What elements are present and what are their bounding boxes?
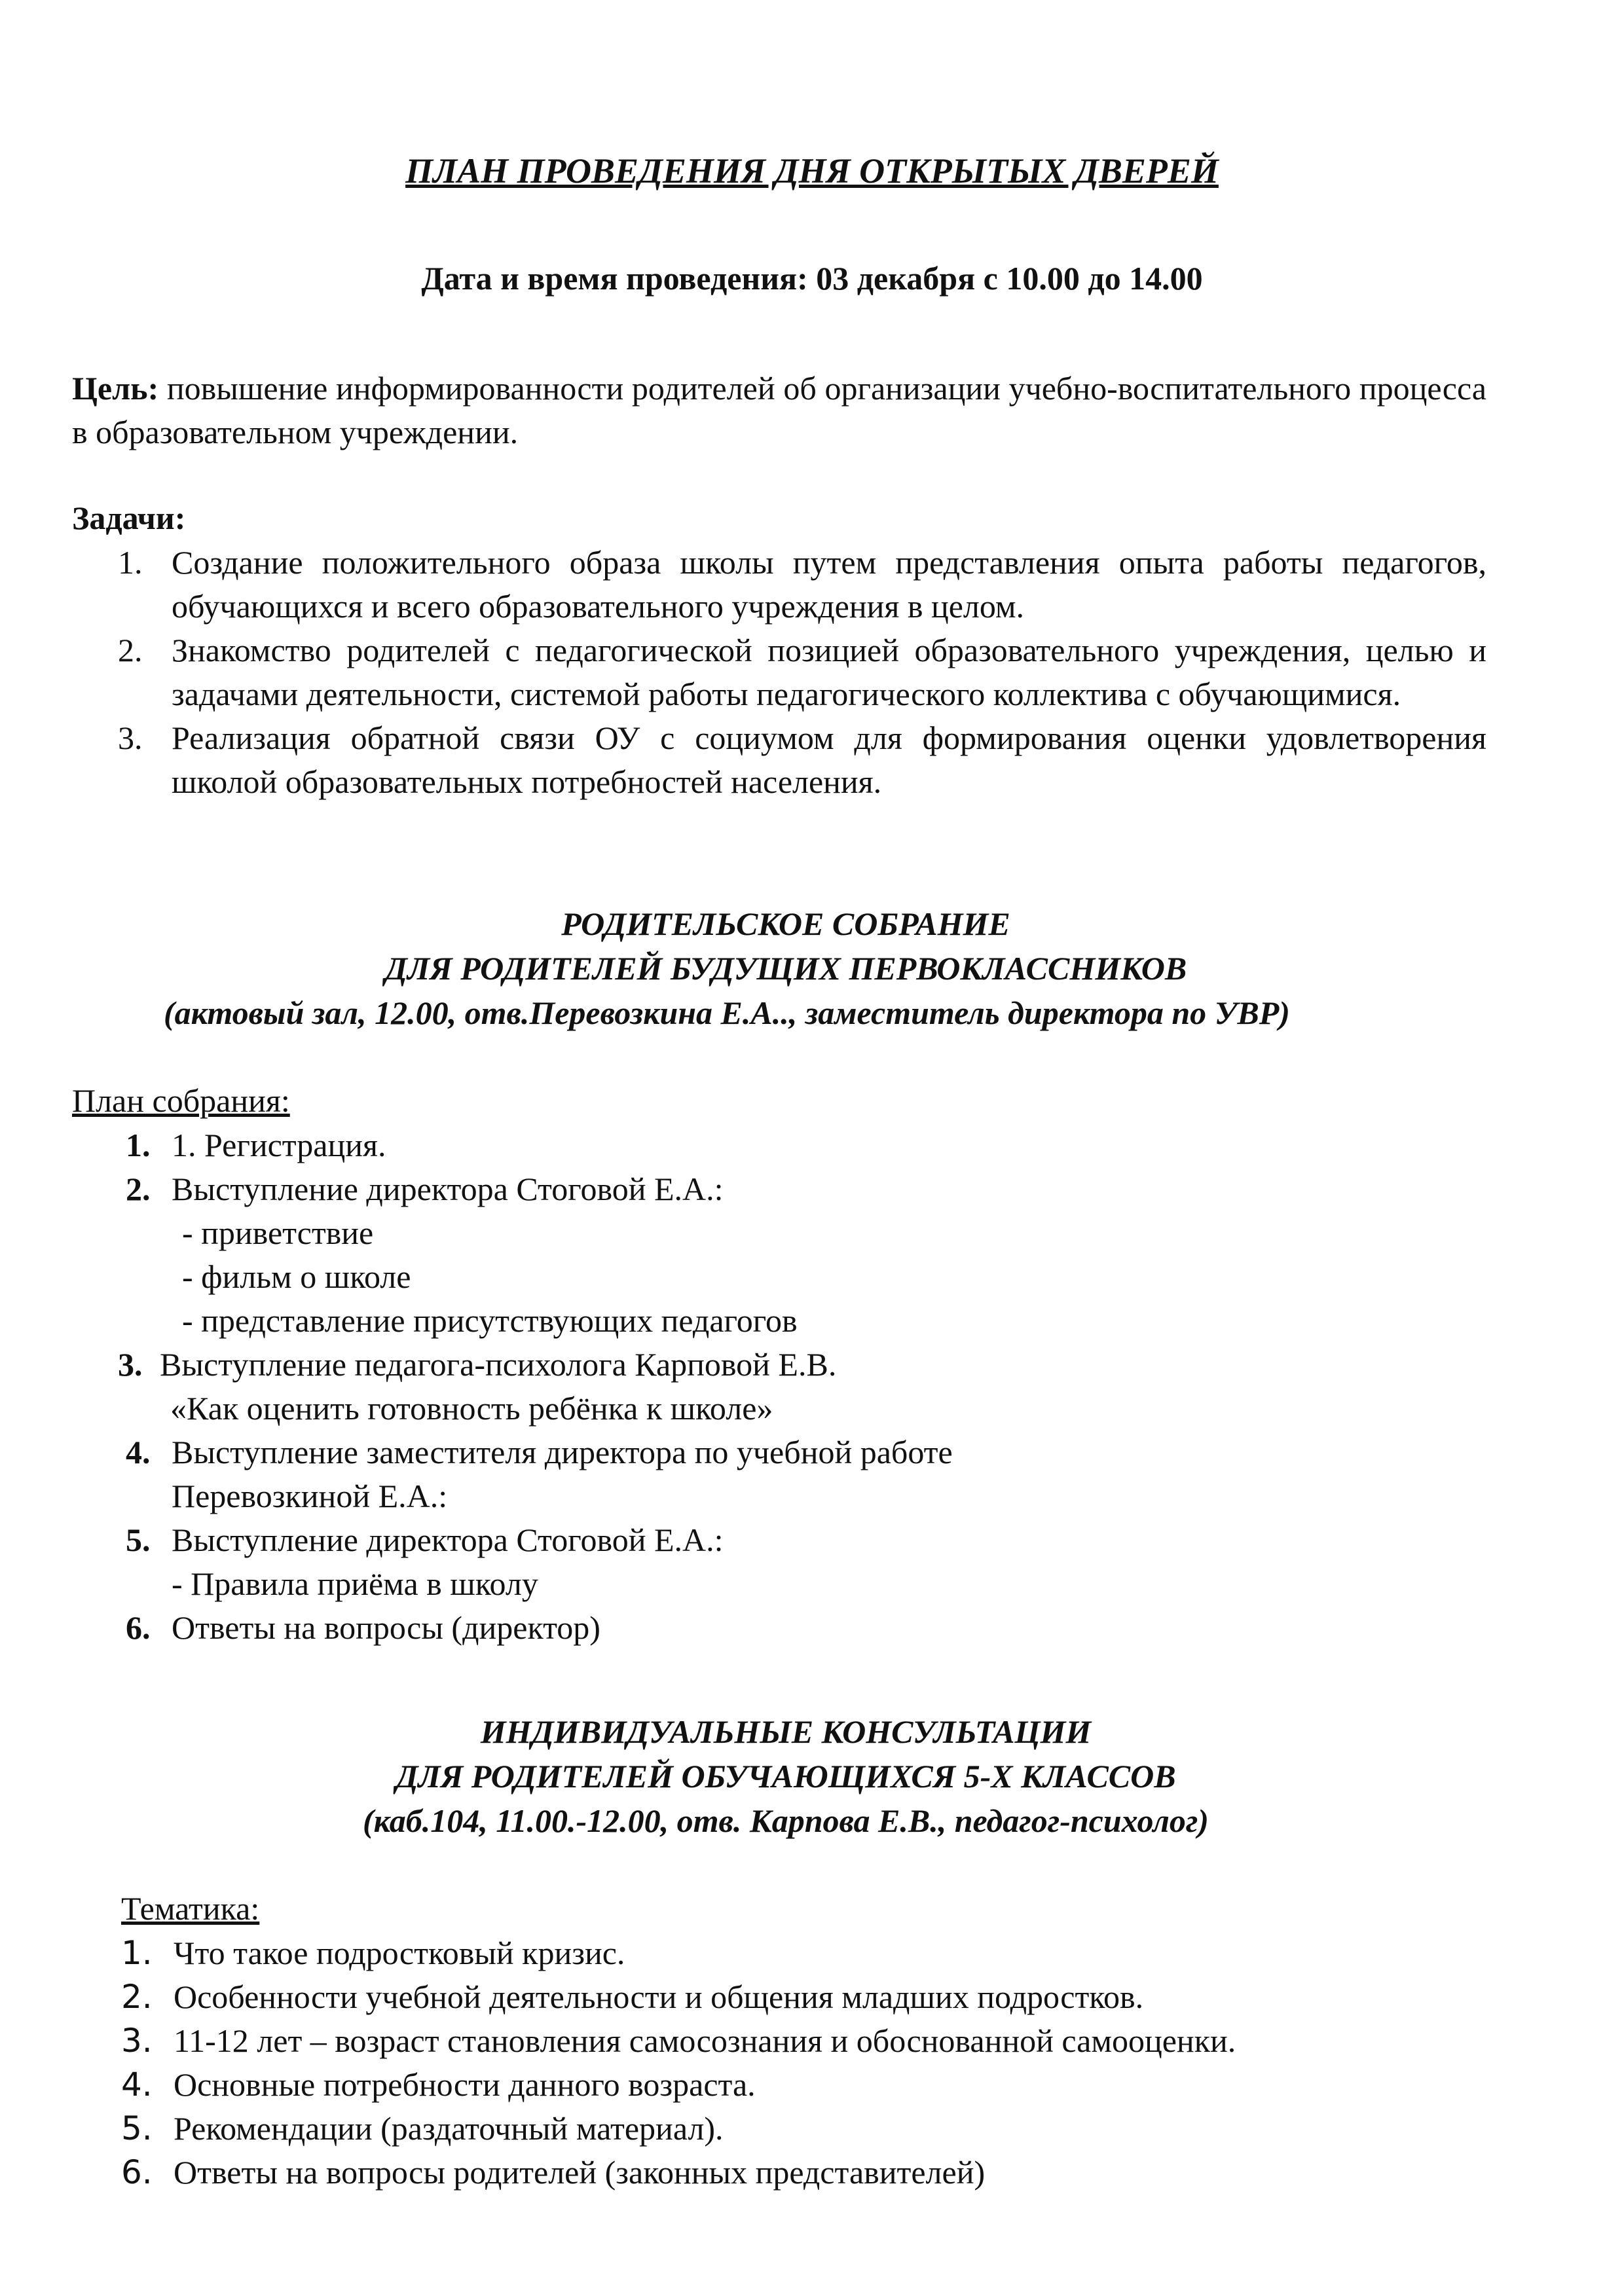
item-number: 6. — [126, 1609, 151, 1646]
item-line: 1. Регистрация. — [172, 1127, 386, 1163]
page-title: ПЛАН ПРОВЕДЕНИЯ ДНЯ ОТКРЫТЫХ ДВЕРЕЙ — [405, 151, 1219, 191]
item-subline: «Как оценить готовность ребёнка к школе» — [170, 1390, 773, 1427]
meeting-heading: РОДИТЕЛЬСКОЕ СОБРАНИЕ — [561, 905, 1010, 942]
goal-paragraph — [72, 367, 1486, 454]
goal-label: Цель: — [72, 370, 159, 407]
list-item — [118, 1430, 1428, 1518]
consult-subheading: ДЛЯ РОДИТЕЛЕЙ ОБУЧАЮЩИХСЯ 5-Х КЛАССОВ — [396, 1758, 1176, 1795]
item-text: Что такое подростковый кризис. — [174, 1935, 625, 1971]
list-item — [121, 2063, 1460, 2107]
item-number: 1. — [126, 1127, 151, 1163]
tasks-list — [118, 541, 1486, 804]
item-subline: - фильм о школе — [182, 1258, 411, 1295]
item-text: Основные потребности данного возраста. — [174, 2066, 756, 2103]
list-item — [121, 1975, 1460, 2019]
list-item — [118, 1518, 1428, 1606]
item-number: 4. — [121, 2066, 153, 2104]
topics-label: Тематика: — [121, 1890, 260, 1927]
item-number: 3. — [118, 720, 143, 756]
item-line: Выступление директора Стоговой Е.А.: — [172, 1522, 724, 1558]
item-number: 2. — [126, 1171, 151, 1207]
meeting-details: (актовый зал, 12.00, отв.Перевозкина Е.А.., заместитель директора по УВР) — [164, 994, 1290, 1031]
item-text: Особенности учебной деятельности и общения младших подростков. — [174, 1978, 1144, 2015]
meeting-plan-list — [118, 1123, 1428, 1650]
list-item — [118, 716, 1486, 804]
item-text: Создание положительного образа школы путем представления опыта работы педагогов, обучающихся и всего образовательного учреждения в целом. — [172, 544, 1486, 625]
date-line: Дата и время проведения: 03 декабря с 10.00 до 14.00 — [421, 260, 1203, 297]
list-item — [118, 1343, 1428, 1430]
item-number: 5. — [126, 1522, 151, 1558]
item-number: 6. — [121, 2153, 153, 2191]
list-item — [121, 2151, 1460, 2195]
item-text: Рекомендации (раздаточный материал). — [174, 2110, 724, 2147]
item-subline: - приветствие — [182, 1214, 374, 1251]
plan-label: План собрания: — [72, 1082, 290, 1119]
item-text: Реализация обратной связи ОУ с социумом для формирования оценки удовлетворения школой образовательных потребностей населения. — [172, 720, 1486, 800]
list-item — [121, 2019, 1460, 2063]
item-number: 2. — [118, 632, 143, 668]
item-number: 1. — [118, 544, 143, 581]
item-text: 11-12 лет – возраст становления самосознания и обоснованной самооценки. — [174, 2022, 1236, 2059]
list-item — [118, 629, 1486, 716]
item-number: 1. — [121, 1934, 153, 1972]
item-number: 3. — [118, 1346, 143, 1383]
item-line: Перевозкиной Е.А.: — [172, 1478, 448, 1514]
consult-heading: ИНДИВИДУАЛЬНЫЕ КОНСУЛЬТАЦИИ — [480, 1713, 1092, 1750]
item-number: 5. — [121, 2109, 153, 2147]
list-item — [121, 2107, 1460, 2151]
list-item — [118, 1167, 1428, 1343]
tasks-label: Задачи: — [72, 500, 186, 536]
item-line: Выступление педагога-психолога Карповой Е.В. — [160, 1346, 837, 1383]
list-item — [118, 1606, 1428, 1650]
item-number: 2. — [121, 1978, 153, 2016]
list-item — [118, 541, 1486, 629]
item-number: 3. — [121, 2022, 153, 2060]
list-item — [118, 1123, 1428, 1167]
item-number: 4. — [126, 1434, 151, 1470]
item-text: Ответы на вопросы родителей (законных представителей) — [174, 2154, 986, 2191]
consult-details: (каб.104, 11.00.-12.00, отв. Карпова Е.В., педагог-психолог) — [363, 1802, 1209, 1839]
item-line: Ответы на вопросы (директор) — [172, 1609, 600, 1646]
topics-list — [121, 1931, 1460, 2195]
meeting-subheading: ДЛЯ РОДИТЕЛЕЙ БУДУЩИХ ПЕРВОКЛАССНИКОВ — [384, 950, 1187, 987]
list-item — [121, 1931, 1460, 1975]
item-subline: - представление присутствующих педагогов — [182, 1302, 798, 1339]
item-line: Выступление директора Стоговой Е.А.: — [172, 1171, 724, 1207]
goal-text: повышение информированности родителей об организации учебно-воспитательного процесса в образовательном учреждении. — [72, 370, 1486, 450]
item-line: Выступление заместителя директора по учебной работе — [172, 1434, 953, 1470]
item-text: Знакомство родителей с педагогической позицией образовательного учреждения, целью и задачами деятельности, системой работы педагогического коллектива с обучающимися. — [172, 632, 1486, 712]
item-subline: - Правила приёма в школу — [172, 1565, 538, 1602]
